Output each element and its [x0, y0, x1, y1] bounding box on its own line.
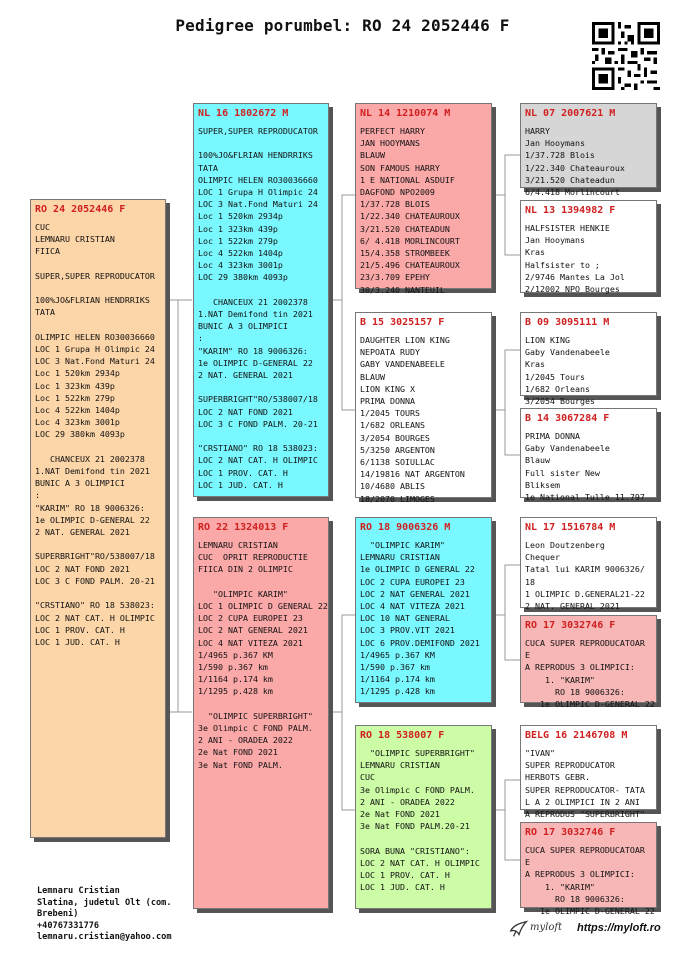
ddd-details: CUCA SUPER REPRODUCATOAR E A REPRODUS 3 OLIMPICI: 1. "KARIM" RO 18 9006326: 1e OLIMPIC D-GENERAL 22: [525, 845, 655, 917]
ssd-details: HALFSISTER HENKIE Jan Hooymans Kras Halfsister to ; 2/9746 Mantes La Jol 2/12002 NPO Bourges: [525, 223, 625, 295]
page-title: Pedigree porumbel: RO 24 2052446 F: [175, 16, 510, 35]
dss-details: Leon Doutzenberg Chequer Tatal lui KARIM 9006326/ 18 1 OLIMPIC D.GENERAL21-22 2 NAT. GENERAL 2021: [525, 540, 645, 612]
dam-ring-id: RO 22 1324013 F: [198, 522, 289, 533]
main-pigeon-details: CUC LEMNARU CRISTIAN FIICA SUPER,SUPER REPRODUCATOR 100%JO&FLRIAN HENDRRIKS TATA OLIMPIC HELEN RO30036660 LOC 1 Grupa H Olimpic 24 LOC 3 Nat.Fond Maturi 24 Loc 1 520km 2934p Loc 1 323km 439p Loc 1 522km 279p Loc 4 522km 1404p Loc 4 323km 3001p LOC 29 380km 4093p CHANCEUX 21 2002378 1.NAT Demifond tin 2021 BUNIC A 3 OLIMPICI : "KARIM" RO 18 9006326: 1e OLIMPIC D-GENERAL 22 2 NAT. GENERAL 2021 SUPERBRIGHT"RO/538007/18 LOC 2 NAT FOND 2021 LOC 3 C FOND PALM. 20-21 "CRSTIANO" RO 18 538023: LOC 2 NAT CAT. H OLIMPIC LOC 1 PROV. CAT. H LOC 1 JUD. CAT. H: [35, 222, 155, 647]
card-ssd: [520, 200, 657, 293]
dds-details: "IVAN" SUPER REPRODUCATOR HERBOTS GEBR. SUPER REPRODUCATOR- TATA L A 2 OLIMPICI IN 2 ANI A REPRODUS "SUPERBRIGHT": [525, 748, 645, 820]
dss-ring-id: NL 17 1516784 M: [525, 522, 616, 533]
dam-sire-details: "OLIMPIC KARIM" LEMNARU CRISTIAN 1e OLIMPIC D GENERAL 22 LOC 2 CUPA EUROPEI 23 LOC 2 NAT GENERAL 2021 LOC 4 NAT VITEZA 2021 LOC 10 NAT GENERAL LOC 3 PROV.VIT 2021 LOC 6 PROV.DEMIFOND 2021 1/4965 p.367 KM 1/590 p.367 km 1/1164 p.174 km 1/1295 p.428 km: [360, 540, 480, 697]
main-pigeon-ring-id: RO 24 2052446 F: [35, 204, 126, 215]
myloft-logo-icon: [508, 918, 530, 940]
card-sdd: [520, 408, 657, 503]
card-dds: [520, 725, 657, 820]
card-sire: [193, 103, 329, 497]
card-dam-dam: [355, 725, 492, 909]
sire-details: SUPER,SUPER REPRODUCATOR 100%JO&FLRIAN HENDRRIKS TATA OLIMPIC HELEN RO30036660 LOC 1 Grupa H Olimpic 24 LOC 3 Nat.Fond Maturi 24 Loc 1 520km 2934p Loc 1 323km 439p Loc 1 522km 279p Loc 4 522km 1404p Loc 4 323km 3001p LOC 29 380km 4093p CHANCEUX 21 2002378 1.NAT Demifond tin 2021 BUNIC A 3 OLIMPICI : "KARIM" RO 18 9006326: 1e OLIMPIC D-GENERAL 22 2 NAT. GENERAL 2021 SUPERBRIGHT"RO/538007/18 LOC 2 NAT FOND 2021 LOC 3 C FOND PALM. 20-21 "CRSTIANO" RO 18 538023: LOC 2 NAT CAT. H OLIMPIC LOC 1 PROV. CAT. H LOC 1 JUD. CAT. H: [198, 126, 318, 490]
sss-ring-id: NL 07 2007621 M: [525, 108, 616, 119]
dds-ring-id: BELG 16 2146708 M: [525, 730, 628, 741]
card-dss: [520, 517, 657, 612]
sdd-details: PRIMA DONNA Gaby Vandenabeele Blauw Full sister New Bliksem 1e National Tulle 11.797: [525, 431, 645, 503]
dsd-ring-id: RO 17 3032746 F: [525, 620, 616, 631]
myloft-logo-text: myloft: [530, 922, 563, 933]
dam-sire-ring-id: RO 18 9006326 M: [360, 522, 451, 533]
card-sds: [520, 312, 657, 407]
website-link[interactable]: https://myloft.ro: [577, 922, 661, 934]
sds-ring-id: B 09 3095111 M: [525, 317, 610, 328]
card-main-pigeon: [30, 199, 166, 838]
sire-dam-details: DAUGHTER LION KING NEPOATA RUDY GABY VANDENABEELE BLAUW LION KING X PRIMA DONNA 1/2045 TOURS 1/682 ORLEANS 3/2054 BOURGES 5/3250 ARGENTON 6/1138 SOIULLAC 14/19816 NAT ARGENTON 10/4680 ABLIS 18/2070 LIMOGES: [360, 335, 465, 504]
breeder-contact: Lemnaru Cristian Slatina, judetul Olt (com. Brebeni) +40767331776 lemnaru.cristian@yahoo.com: [37, 886, 172, 942]
sdd-ring-id: B 14 3067284 F: [525, 413, 610, 424]
card-dam: [193, 517, 329, 909]
card-sss: [520, 103, 657, 198]
sire-sire-ring-id: NL 14 1210074 M: [360, 108, 451, 119]
dam-details: LEMNARU CRISTIAN CUC OPRIT REPRODUCTIE FIICA DIN 2 OLIMPIC "OLIMPIC KARIM" LOC 1 OLIMPIC D GENERAL 22 LOC 2 CUPA EUROPEI 23 LOC 2 NAT GENERAL 2021 LOC 4 NAT VITEZA 2021 1/4965 p.367 KM 1/590 p.367 km 1/1164 p.174 km 1/1295 p.428 km "OLIMPIC SUPERBRIGHT" 3e Olimpic C FOND PALM. 2 ANI - ORADEA 2022 2e Nat FOND 2021 3e Nat FOND PALM.: [198, 540, 328, 770]
dam-dam-details: "OLIMPIC SUPERBRIGHT" LEMNARU CRISTIAN CUC 3e Olimpic C FOND PALM. 2 ANI - ORADEA 2022 2e Nat FOND 2021 3e Nat FOND PALM.20-21 SORA BUNA "CRISTIANO": LOC 2 NAT CAT. H OLIMPIC LOC 1 PROV. CAT. H LOC 1 JUD. CAT. H: [360, 748, 480, 893]
card-sire-sire: [355, 103, 492, 295]
card-dsd: [520, 615, 657, 710]
sds-details: LION KING Gaby Vandenabeele Kras 1/2045 Tours 1/682 Orleans 3/2054 Bourges: [525, 335, 610, 407]
dsd-details: CUCA SUPER REPRODUCATOAR E A REPRODUS 3 OLIMPICI: 1. "KARIM" RO 18 9006326: 1e OLIMPIC D-GENERAL 22: [525, 638, 655, 710]
dam-dam-ring-id: RO 18 538007 F: [360, 730, 445, 741]
card-sire-dam: [355, 312, 492, 504]
ssd-ring-id: NL 13 1394982 F: [525, 205, 616, 216]
ddd-ring-id: RO 17 3032746 F: [525, 827, 616, 838]
card-dam-sire: [355, 517, 492, 703]
sire-sire-details: PERFECT HARRY JAN HOOYMANS BLAUW SON FAMOUS HARRY 1 E NATIONAL ASDUIF DAGFOND NPO2009 1/37.728 BLOIS 1/22.340 CHATEAUROUX 3/21.520 CHATEADUN 6/ 4.418 MORLINCOURT 15/4.358 STROMBEEK 21/5.496 CHATEAUROUX 23/3.709 EPEHY 30/3.240 NANTEUIL: [360, 126, 460, 295]
sire-dam-ring-id: B 15 3025157 F: [360, 317, 445, 328]
card-ddd: [520, 822, 657, 917]
sire-ring-id: NL 16 1802672 M: [198, 108, 289, 119]
sss-details: HARRY Jan Hooymans 1/37.728 Blois 1/22.340 Chateauroux 3/21.520 Chateadun 6/4.418 Morlincourt: [525, 126, 625, 198]
